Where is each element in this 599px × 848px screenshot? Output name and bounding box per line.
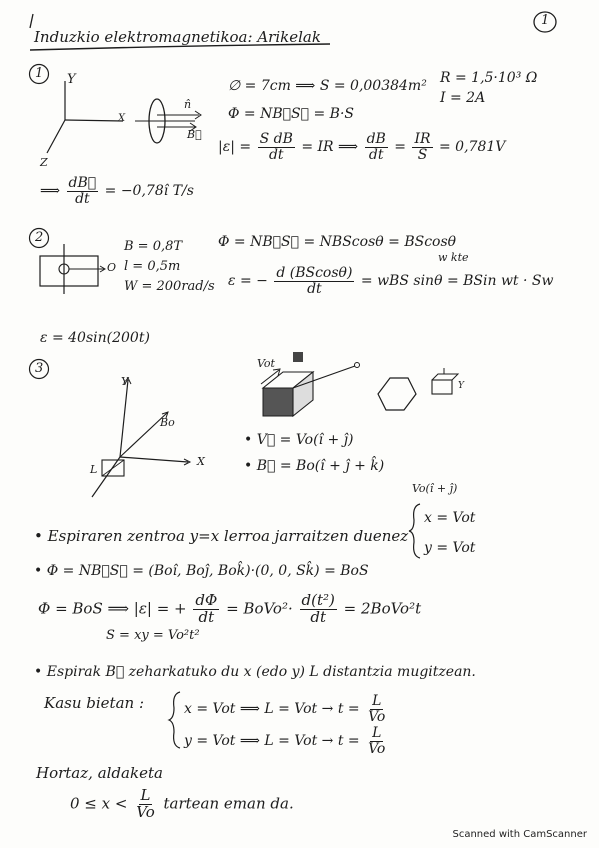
ex1-emf-frac — [258, 132, 295, 162]
ex1-rate-result: = −0,78î T/s — [104, 183, 194, 200]
ex2-b-value: B = 0,8T — [124, 239, 183, 254]
ex2-emf-line — [228, 266, 553, 296]
ex3-case2-frac — [366, 726, 387, 756]
ex1-emf-lhs: |ε| = — [218, 139, 252, 156]
ex2-emf-den: dt — [307, 280, 322, 297]
ex3-flux-line: Φ = NB⃗S⃗ = (Boî, Boĵ, Bok̂)·(0, 0, Sk̂) = BoS — [46, 563, 369, 579]
ex3-s-def: S = xy = Vo²t² — [106, 628, 200, 643]
ex3-flux2-num: dΦ — [195, 591, 218, 609]
ex3-range-rhs: tartean eman da. — [163, 794, 294, 813]
ex1-rate-num: dB⃗ — [68, 175, 97, 191]
ex3-flux2-res: = 2BoVo²t — [343, 599, 422, 618]
ex3-cube-y: Y — [458, 381, 464, 391]
ex2-flux: Φ = NB⃗S⃗ = NBScosθ = BScosθ — [218, 234, 457, 250]
ex3-y-eq: y = Vot — [424, 540, 476, 556]
ex1-emf-result: = 0,781V — [439, 139, 506, 156]
ex3-flux2-num2: d(t²) — [301, 591, 335, 609]
ex1-emf-frac3-den: S — [417, 146, 428, 163]
ex3-b-def: B⃗ = Bo(î + ĵ + k̂) — [256, 458, 385, 474]
ex2-w-value: W = 200rad/s — [124, 279, 215, 294]
ex1-emf-frac3 — [412, 132, 432, 162]
ex1-emf-frac-den: dt — [268, 146, 284, 163]
ex3-flux2-mid: = BoVo²· — [226, 599, 293, 618]
ex2-loop-diagram — [36, 238, 116, 298]
ex3-range-num: L — [140, 786, 151, 804]
ex3-flux-row — [34, 563, 369, 579]
ex3-axes-diagram — [80, 372, 210, 502]
ex1-resistance: R = 1,5·10³ Ω — [440, 70, 538, 86]
ex3-case2-den: Vo — [368, 740, 386, 757]
ex1-n-label: n̂ — [184, 98, 192, 111]
ex3-case1-frac — [366, 694, 387, 724]
ex3-case2-num: L — [372, 725, 382, 741]
ex3-brace-top: Vo(î + ĵ) — [412, 482, 458, 495]
ex2-emf-lhs: ε = − — [228, 273, 268, 290]
ex3-x-eq: x = Vot — [424, 510, 476, 526]
ex1-emf-line — [218, 132, 505, 162]
ex3-range-den: Vo — [136, 802, 155, 821]
ex2-wkte: w kte — [438, 251, 469, 264]
bullet-icon: • — [34, 527, 43, 545]
ex3-range-frac — [134, 788, 157, 821]
bullet-icon: • — [34, 664, 43, 680]
ex3-case1-den: Vo — [368, 708, 386, 725]
page-title: Induzkio elektromagnetikoa: Arikelak — [34, 28, 321, 46]
bullet-icon: • — [244, 432, 253, 448]
ex1-rate-arrow: ⟹ — [40, 183, 61, 200]
ex1-diameter: ∅ = 7cm ⟹ S = 0,00384m² — [228, 78, 427, 94]
ex2-o-label: O — [107, 261, 117, 274]
ex3-number: 3 — [35, 361, 44, 376]
ex3-axis-l: L — [90, 463, 98, 476]
ex1-emf-eq: = — [394, 139, 407, 156]
ex2-number: 2 — [35, 230, 44, 245]
ex3-both-cases: Kasu bietan : — [44, 694, 145, 712]
ex3-flux2-lhs: Φ = BoS ⟹ |ε| = + — [38, 599, 187, 618]
ex3-axis-x: X — [197, 455, 205, 468]
ex2-emf-rhs: = wBS sinθ = BSin wt · Sw — [360, 273, 554, 290]
ex2-emf-num: d (BScosθ) — [276, 265, 353, 281]
ex1-emf-frac2 — [365, 132, 388, 162]
ex1-emf-frac2-den: dt — [368, 146, 384, 163]
ex1-b-label: B⃗ — [187, 128, 202, 141]
ex3-brace — [408, 502, 422, 560]
scanner-watermark: Scanned with CamScanner — [452, 829, 587, 840]
ex1-rate-line — [40, 176, 194, 206]
ex3-flux2-den: dt — [198, 607, 215, 626]
ex3-flux2-den2: dt — [310, 607, 327, 626]
ex3-cross-text: Espirak B⃗ zeharkatuko du x (edo y) L distantzia mugitzean. — [46, 664, 476, 680]
ex3-center-line — [34, 527, 408, 545]
ex1-emf-mid: = IR ⟹ — [301, 139, 359, 156]
ex1-axis-y: Y — [67, 72, 76, 87]
ex1-axis-x: X — [118, 113, 126, 124]
ex3-case2 — [184, 726, 389, 756]
ex1-number: 1 — [35, 66, 44, 81]
ex3-center-text: Espiraren zentroa y=x lerroa jarraitzen duenez — [47, 527, 409, 545]
ex3-range-lhs: 0 ≤ x < — [70, 794, 128, 813]
ex3-case1 — [184, 694, 389, 724]
ex1-flux: Φ = NB⃗S⃗ = B·S — [228, 106, 354, 122]
ex3-vot-label: Vot — [257, 357, 275, 370]
ex2-result: ε = 40sin(200t) — [40, 330, 150, 346]
ex3-hexagon-diagram — [372, 370, 482, 416]
ex3-cross-row — [34, 664, 476, 680]
ex3-v-def: V⃗ = Vo(î + ĵ) — [256, 432, 354, 448]
bullet-icon: • — [34, 563, 43, 579]
ex3-case1-lhs: x = Vot ⟹ L = Vot → t = — [184, 701, 360, 718]
ex3-hortaz: Hortaz, aldaketa — [36, 764, 163, 782]
ex1-emf-frac-num: S dB — [259, 131, 293, 147]
ex1-emf-frac3-num: IR — [414, 131, 431, 147]
ex3-cases-brace — [168, 690, 182, 750]
ex3-case1-num: L — [372, 693, 382, 709]
ex3-v-def-line — [244, 432, 354, 448]
ex1-rate-frac — [67, 176, 99, 206]
ex2-l-value: l = 0,5m — [124, 259, 181, 274]
page-number: 1 — [541, 13, 550, 28]
ex3-flux2-frac2 — [300, 593, 337, 626]
ex3-case2-lhs: y = Vot ⟹ L = Vot → t = — [184, 733, 360, 750]
ex3-flux2-frac — [193, 593, 219, 626]
ex3-range — [70, 788, 294, 821]
ex1-rate-den: dt — [75, 190, 90, 207]
ex1-current: I = 2A — [440, 90, 486, 106]
ex3-b-def-line — [244, 458, 384, 474]
ex3-axis-y: Y — [121, 375, 129, 388]
ex1-axis-z: Z — [40, 156, 48, 169]
ex2-emf-frac — [274, 266, 354, 296]
bullet-icon: • — [244, 458, 253, 474]
ex1-emf-frac2-num: dB — [366, 131, 386, 147]
ex3-flux2-line — [38, 593, 421, 626]
ex3-bo-label: Bo — [160, 416, 175, 429]
